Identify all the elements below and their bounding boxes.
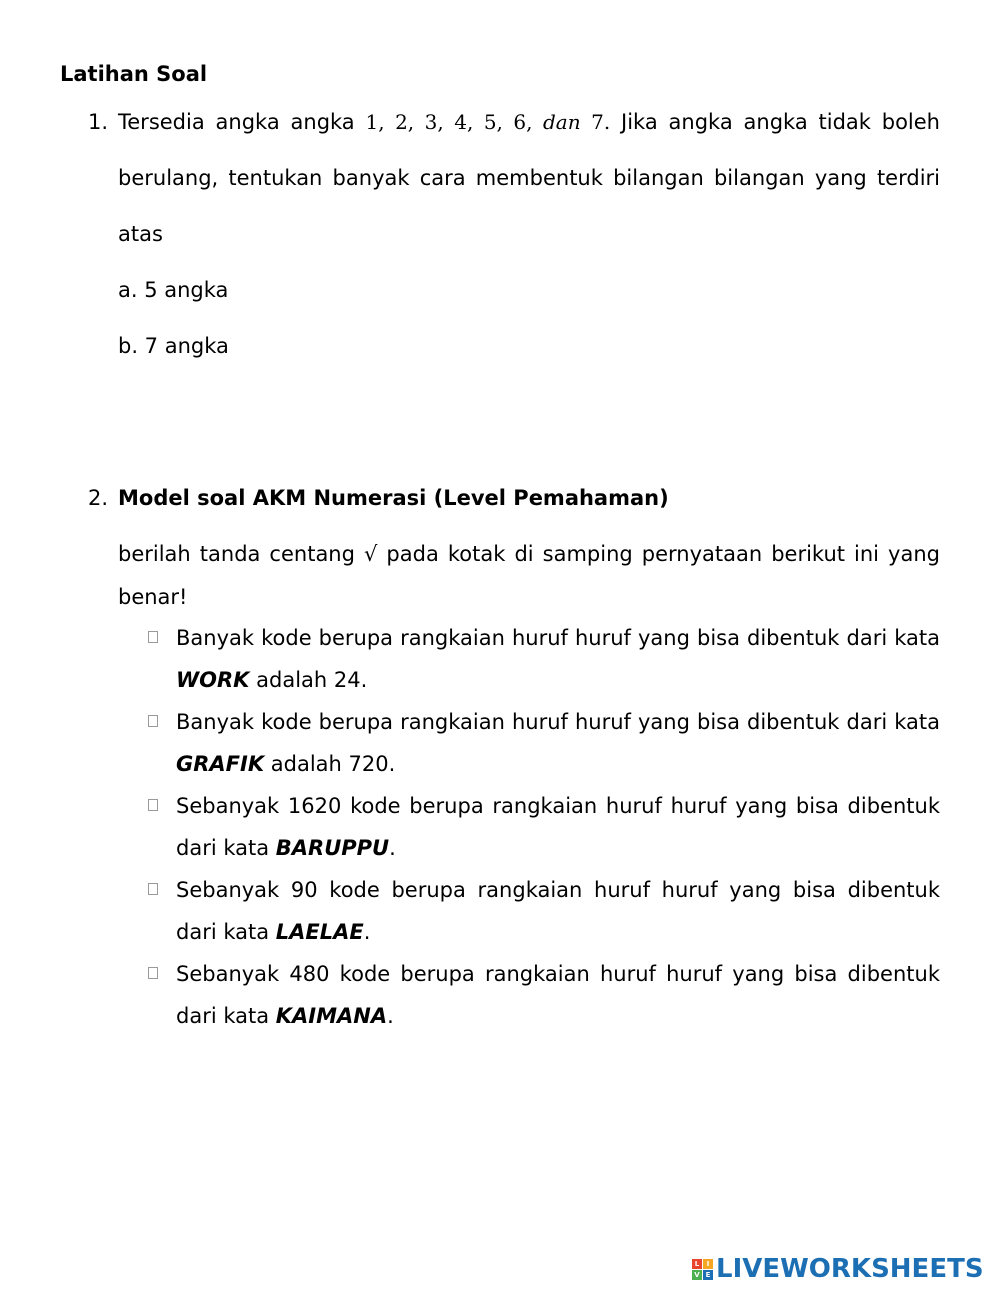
statement-3-text: Sebanyak 1620 kode berupa rangkaian huruf huruf yang bisa dibentuk dari kata BARUPPU. <box>176 794 940 860</box>
statement-1 <box>148 624 940 701</box>
statement-5 <box>148 960 940 1037</box>
statement-5-text: Sebanyak 480 kode berupa rangkaian huruf huruf yang bisa dibentuk dari kata KAIMANA. <box>176 962 940 1028</box>
statement-5-word: KAIMANA <box>275 1004 388 1028</box>
question-2-instruction: berilah tanda centang √ pada kotak di samping pernyataan berikut ini yang benar! <box>118 542 940 609</box>
logo-text: LIVEWORKSHEETS <box>716 1254 984 1284</box>
statement-3-word: BARUPPU <box>275 836 390 860</box>
statement-2-checkbox[interactable] <box>148 715 158 727</box>
option-b: b. 7 angka <box>118 334 229 358</box>
statement-4-word: LAELAE <box>275 920 364 944</box>
statement-1-checkbox[interactable] <box>148 631 158 643</box>
statement-4-checkbox[interactable] <box>148 883 158 895</box>
question-1-instruction: Jika angka angka tidak boleh berulang, tentukan banyak cara membentuk bilangan bilangan yang terdiri atas <box>118 110 940 246</box>
liveworksheets-logo <box>692 1254 984 1284</box>
statement-1-text: Banyak kode berupa rangkaian huruf huruf yang bisa dibentuk dari kata WORK adalah 24. <box>176 626 940 692</box>
statement-3-checkbox[interactable] <box>148 799 158 811</box>
statement-1-word: WORK <box>176 668 250 692</box>
statement-2-word: GRAFIK <box>176 752 265 776</box>
question-1-number: 1. <box>88 110 109 134</box>
statement-4 <box>148 876 940 953</box>
question-1-text <box>118 94 940 262</box>
logo-block: L <box>692 1259 702 1269</box>
page-title: Latihan Soal <box>60 62 208 86</box>
question-1-math: 1, 2, 3, 4, 5, 6, dan 7. <box>365 110 611 134</box>
question-2-title: Model soal AKM Numerasi (Level Pemahaman) <box>118 486 669 510</box>
question-1-intro: Tersedia angka angka <box>118 110 366 134</box>
logo-block: V <box>692 1270 702 1280</box>
statement-2-text: Banyak kode berupa rangkaian huruf huruf yang bisa dibentuk dari kata GRAFIK adalah 720. <box>176 710 940 776</box>
logo-block: E <box>703 1270 713 1280</box>
statement-4-text: Sebanyak 90 kode berupa rangkaian huruf huruf yang bisa dibentuk dari kata LAELAE. <box>176 878 940 944</box>
option-a: a. 5 angka <box>118 278 229 302</box>
statement-2 <box>148 708 940 785</box>
question-2-number: 2. <box>88 486 109 510</box>
statement-3 <box>148 792 940 869</box>
logo-blocks-icon <box>692 1259 713 1280</box>
statement-5-checkbox[interactable] <box>148 967 158 979</box>
logo-block: I <box>703 1259 713 1269</box>
